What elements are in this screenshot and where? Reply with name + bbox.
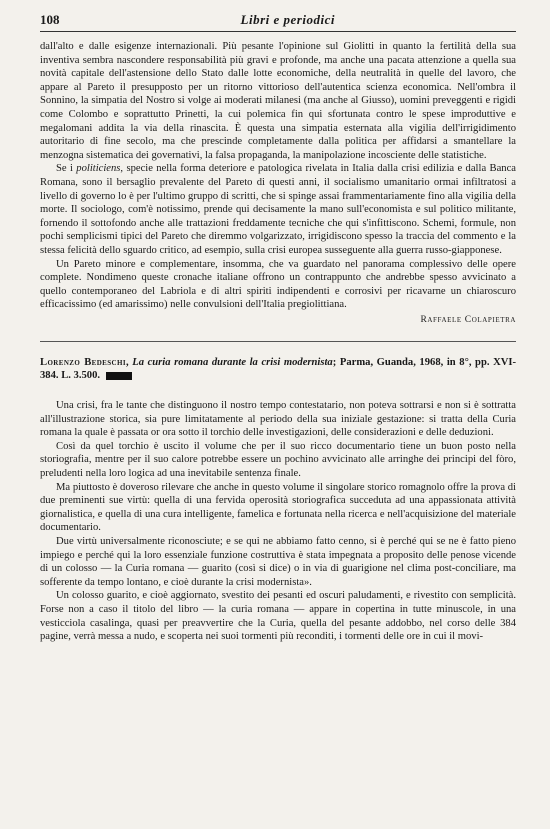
review-bedeschi (40, 356, 516, 644)
bibliographic-entry: Lorenzo Bedeschi, La curia romana durante la crisi modernista; Parma, Guanda, 1968, in 8°, pp. XVI-384. L. 3.500. (40, 356, 517, 382)
page-number: 108 (40, 12, 60, 27)
text: Se i (56, 163, 77, 175)
review1-paragraph-2 (40, 162, 516, 257)
text: , specie nella forma deteriore e patologica rivelata in Italia dalla crisi edilizia e dalla Banca Romana, sono il bersaglio prevalente del Pareto di questi anni, il socialismo umanitario ormai infiltratosi a livello di governo lo è per l'ultimo gruppo di scritti, che si spinge assai frammentariamente fino alla vigilia della morte. Il sociologo, com'è notissimo, prende qui decisamente la mano sull'economista e sul politico militante, fornendo il sottofondo anche alle trattazioni freddamente tecniche che qui s'infittiscono. Schemi, formule, non pochi semplicismi tipici del Pareto che diremmo volgarizzato, irrigidiscono spesso la traccia del commento e la stessa felicità dello sguardo critico, ad esempio, sulla crisi europea susseguente alla guerra russo-giapponese. (40, 163, 516, 256)
book-author: Lorenzo Bedeschi (40, 356, 126, 368)
review-pareto (40, 40, 516, 325)
review1-paragraph-3: Un Pareto minore e complementare, insomma, che va guardato nel panorama complessivo delle opere complete. Nondimeno queste cronache italiane offrono un contrappunto che andrebbe spesso avvicinato a quello contemporaneo del Labriola e di altri spiriti indipendenti e corrosivi per ricavarne un chiaroscuro efficacissimo (ed amarissimo) nelle convulsioni dell'Italia pregiolittiana. (40, 258, 516, 311)
review2-paragraph-1: Una crisi, fra le tante che distinguono il nostro tempo contestatario, non poteva sottrarsi e non si è sottratta all'illustrazione storica, sia pure limitatamente al periodo della sua iniziale gestazione: si tratta della Curia romana la quale è passata or ora sotto il torchio delle investigazioni, delle considerazioni e delle deduzioni. (40, 400, 516, 439)
review2-paragraph-5: Un colosso guarito, e cioè aggiornato, svestito dei pesanti ed oscuri paludamenti, e rivestito con semplicità. Forse non a caso il titolo del libro — la curia romana — appare in copertina in tutte minuscole, in una vesticciola casalinga, quasi per preavvertire che la Curia, quella del pesante addobbo, nel corso delle 384 pagine, verrà messa a nudo, e scoperta nei suoi tormenti più reconditi, i tormenti delle ore in cui il movi- (40, 590, 516, 643)
running-title: Libri e periodici (240, 12, 335, 27)
reviewer-signature: Raffaele Colapietra (420, 314, 516, 325)
running-head (40, 12, 516, 32)
review2-paragraph-3: Ma piuttosto è doveroso rilevare che anche in questo volume il singolare storico romagnolo offre la prova di due preminenti sue virtù: quella di una fervida operosità storiografica succeduta ad una appassionata attività giornalistica, e quella di una cura intelligente, famelica e fortunata nella ricerca e nell'acquisizione del materiale documentario. (40, 481, 516, 534)
review1-paragraph-1: dall'alto e dalle esigenze internazionali. Più pesante l'opinione sul Giolitti in quanto la fertilità della sua inventiva sembra nascondere responsabilità più gravi e profonde, ma anche una pacata attenzione a quella sua novità capitale dell'astensione dello Stato dalle lotte economiche, della neutralità in quelle del lavoro, che appare al Pareto il presupposto per un ritorno vittorioso dell'autentica scienza economica. Nell'ombra il Sonnino, la simpatia del Nostro si volge ai moderati milanesi (ma anche al Giusso), uomini preveggenti e rigidi come Colombo e soprattutto Prinetti, la cui polemica fin qui sfortunata contro le spese improduttive e megalomani addita la via della rinascita. È questa una simpatia esternata alla vigilia dell'irrigidimento autoritario di fine secolo, ma che prescinde completamente dalla politica per affidarsi a smantellare la menzogna sistematica dei governativi, la falsa propaganda, la manipolazione incosciente delle statistiche. (40, 41, 516, 161)
publication-details: ; Parma, Guanda, 1968, in 8°, pp. XVI-384. L. 3.500. (40, 356, 517, 382)
review2-paragraph-2: Così da quel torchio è uscito il volume che per il suo ricco documentario tiene un buon posto nella storiografia, mentre per il suo calore potrebbe essere un pochino avvicinato alle arringhe dei principi del fòro, preludenti nella loro logica ad una inevitabile sentenza finale. (40, 440, 516, 480)
section-divider (40, 341, 516, 342)
italic-term: politiciens (76, 163, 121, 175)
book-title: La curia romana durante la crisi modernista (132, 356, 333, 368)
ink-stamp-mark (106, 372, 132, 380)
review2-paragraph-4: Due virtù universalmente riconosciute; e se qui ne abbiamo fatto cenno, si è perché qui se ne è fatto pieno impiego e perché qui la loro essenziale funzione costruttiva è stata impegnata a proposito delle penose vicende di un colosso — la Curia romana — guarito (così si dice) o in via di guarigione nel clima post-conciliare, ma sofferente da tempo lontano, e cioè durante la crisi modernista». (40, 536, 516, 588)
